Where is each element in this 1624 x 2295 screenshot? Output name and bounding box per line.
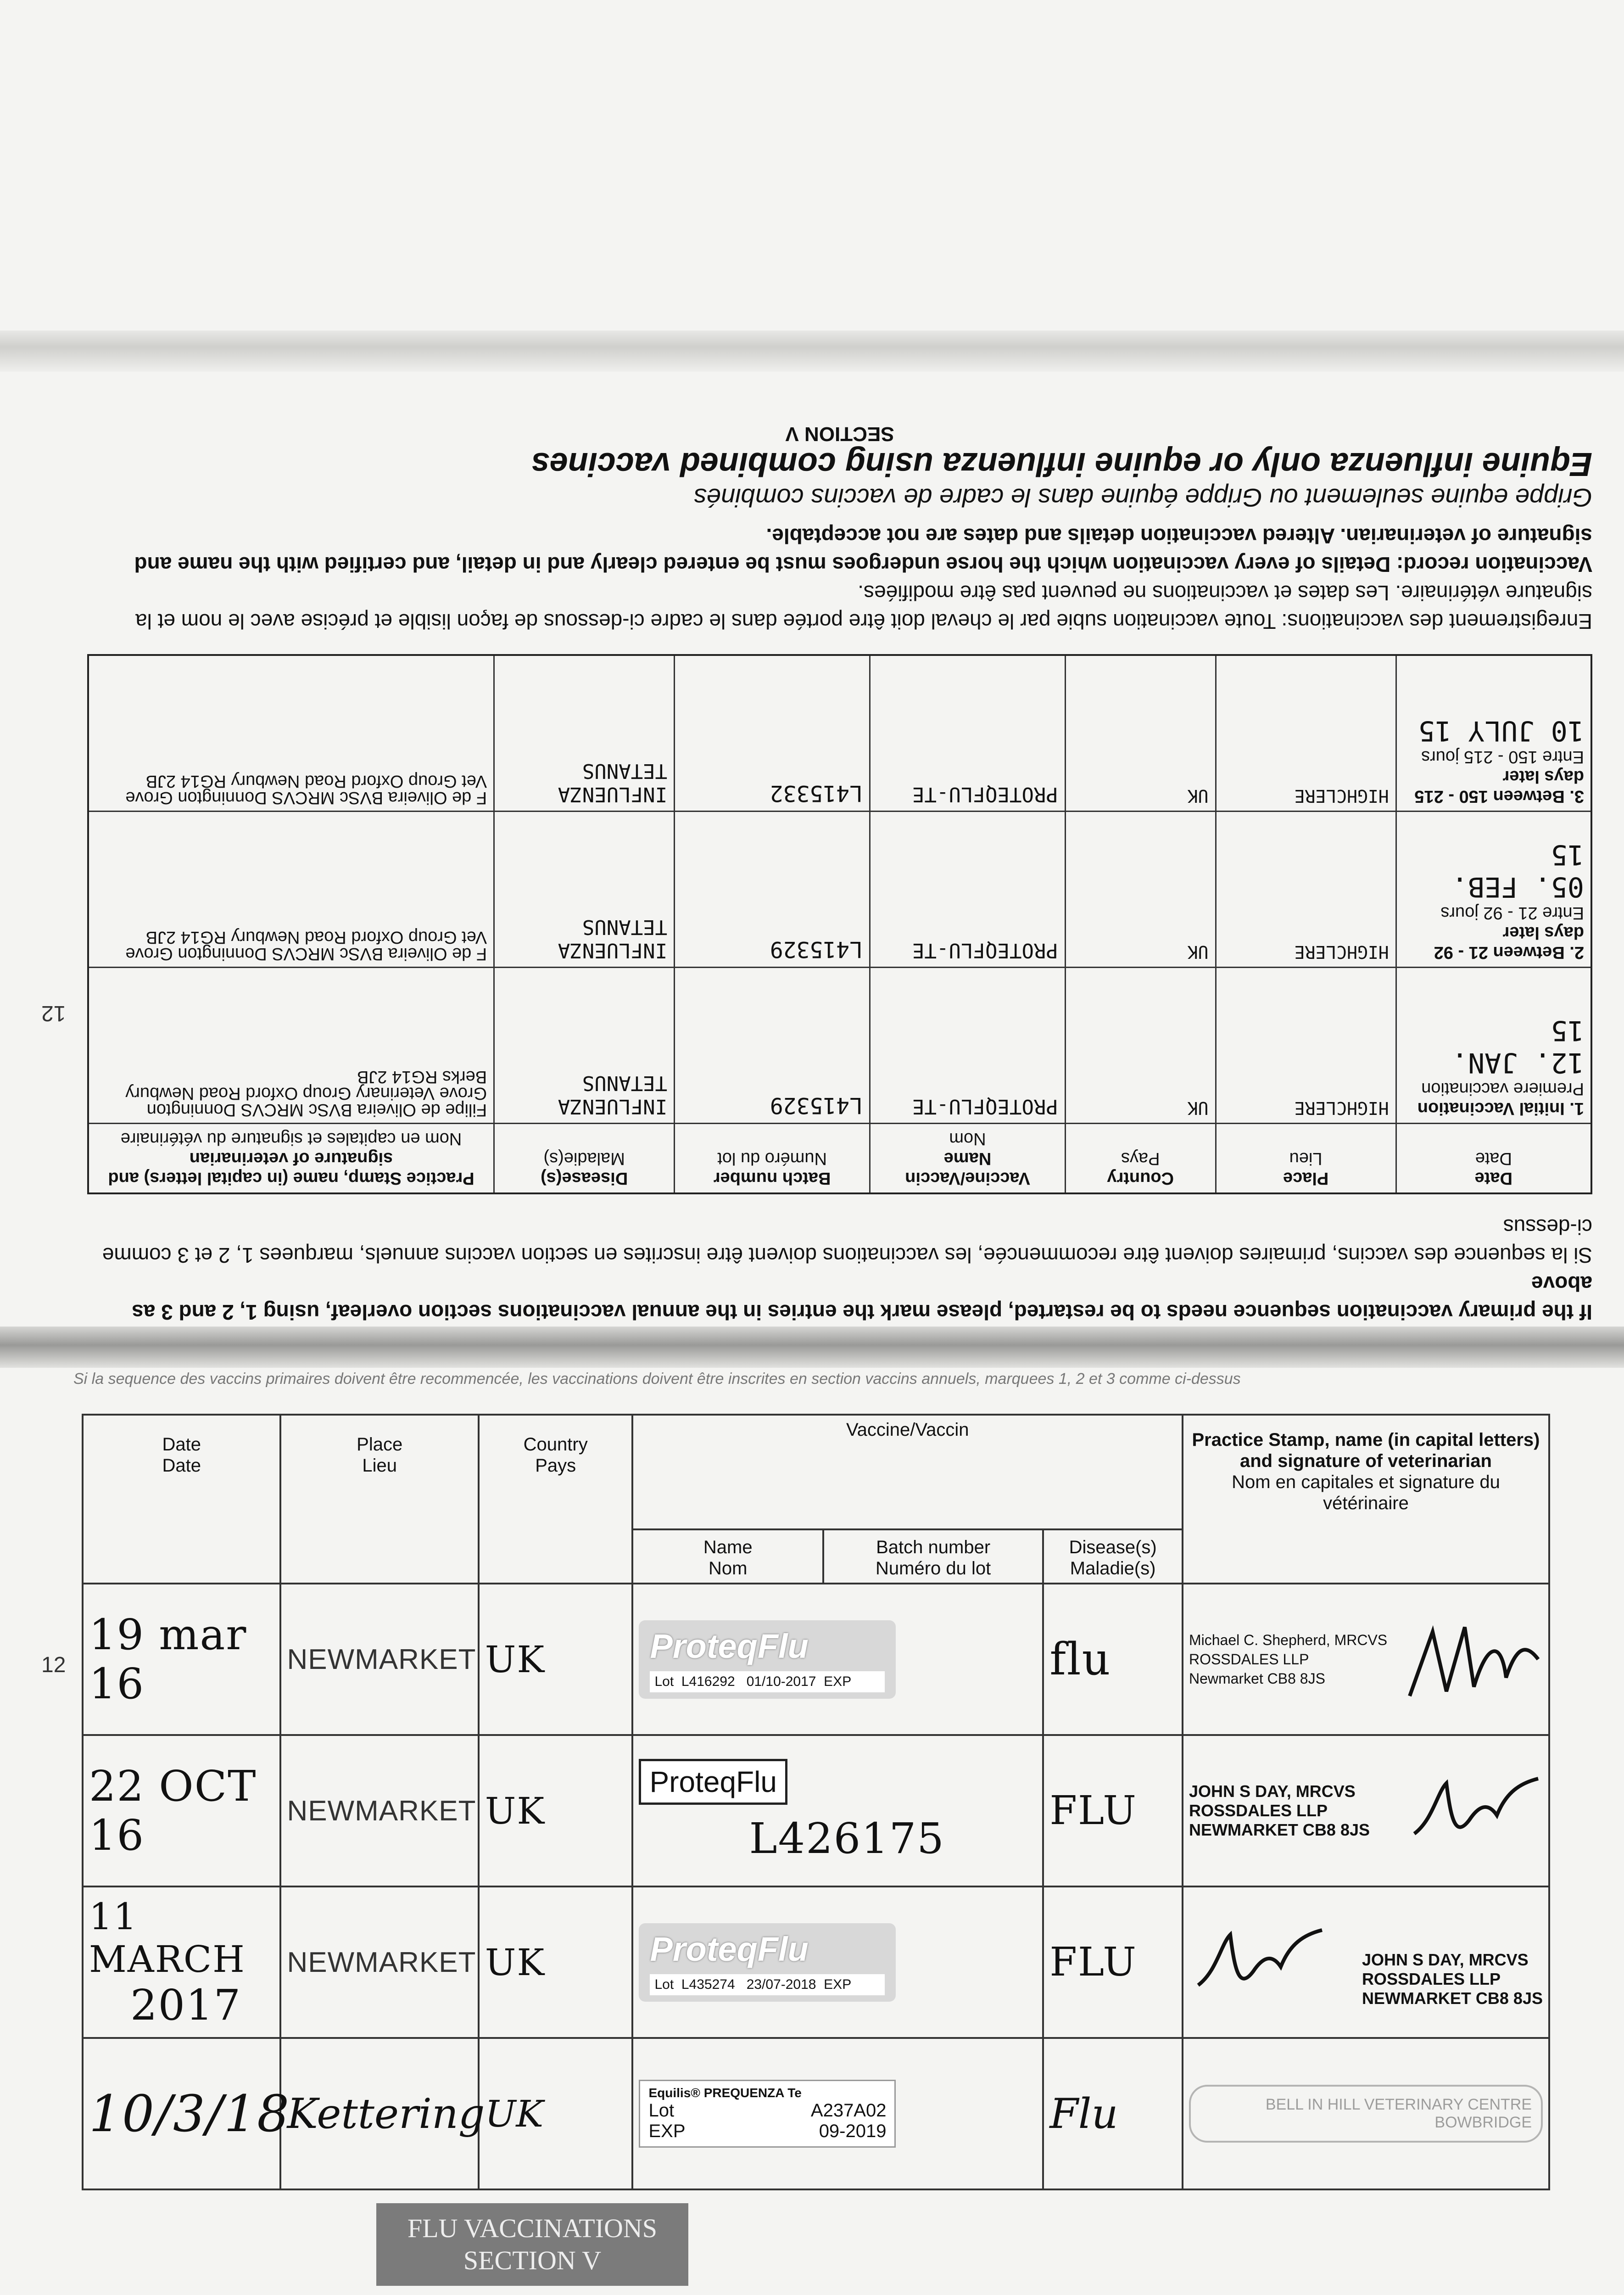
up-vet-stamp: Filipe de Oliveira BVSc MRCVS Donnington Grove Veterinary Group Oxford Road Newbury Berks RG14 2JB: [88, 968, 494, 1124]
up-name-header: Name: [943, 1149, 992, 1168]
vet-signature: [1189, 1916, 1327, 2008]
vet-stamp-cell: [1183, 1886, 1549, 2038]
up-row-label-fr: Premiere vaccination: [1421, 1079, 1584, 1098]
scan-fold-shadow: [0, 1327, 1624, 1368]
vet-address: NEWMARKET CB8 8JS: [1189, 1820, 1370, 1839]
table-header-row: [83, 1415, 1549, 1529]
equilis-name: Equilis® PREQUENZA Te: [648, 2086, 802, 2100]
up-disease: INFLUENZA TETANUS: [494, 655, 675, 812]
up-place-header-fr: Lieu: [1289, 1149, 1323, 1168]
vaccine-label-cell: [632, 2038, 1043, 2189]
sticker-lot: [650, 1671, 885, 1692]
up-row-label-fr: Entre 21 - 92 jours: [1440, 903, 1584, 923]
page-number-upside-down: 12: [41, 1001, 66, 1025]
date-cell: 10/3/18: [83, 2038, 280, 2189]
expiry-label: EXP: [824, 1674, 852, 1689]
country-cell: UK: [479, 1886, 633, 2038]
vaccine-label-cell: [632, 1584, 1043, 1735]
up-disease-header-fr: Maladie(s): [543, 1149, 625, 1168]
expiry-date: 23/07-2018: [746, 1976, 816, 1992]
vet-stamp: [1189, 1630, 1387, 1688]
up-date: 05. FEB. 15: [1451, 839, 1584, 903]
up-stamp-header: Practice Stamp, name (in capital letters) and signature of veterinarian: [108, 1149, 474, 1188]
restart-notice-en: If the primary vaccination sequence needs to be restarted, please mark the entries in the annual vaccinations section overleaf, using 1, 2 and 3 as above: [132, 1272, 1592, 1324]
up-place: HIGHCLERE: [1216, 968, 1396, 1124]
lot-number: L435274: [681, 1976, 735, 1992]
up-date: 12. JAN. 15: [1451, 1014, 1584, 1079]
disease-header: Disease(s): [1069, 1537, 1157, 1557]
primary-vaccination-table: [87, 655, 1592, 1195]
proteqflu-sticker: [639, 1620, 896, 1699]
up-date: 10 JULY 15: [1418, 715, 1584, 747]
date-cell: 22 OCT 16: [83, 1735, 280, 1886]
up-date-header-fr: Date: [1475, 1149, 1512, 1168]
up-row-1: [88, 968, 1591, 1124]
place-cell: NEWMARKET: [280, 1735, 478, 1886]
date-cell: 19 mar 16: [83, 1584, 280, 1735]
date-line-1: 11 MARCH: [89, 1895, 246, 1981]
up-batch: L415329: [675, 968, 870, 1124]
faded-practice-stamp: [1189, 2085, 1543, 2143]
place-header-fr: Lieu: [362, 1455, 397, 1476]
footer-title: FLU VACCINATIONS: [407, 2213, 658, 2243]
up-disease: INFLUENZA TETANUS: [494, 812, 675, 968]
vet-stamp-cell: [1183, 2038, 1549, 2189]
up-country: UK: [1065, 655, 1216, 812]
up-disease: INFLUENZA TETANUS: [494, 968, 675, 1124]
table-row: [83, 1886, 1549, 2038]
vet-signature: [1405, 1613, 1543, 1705]
up-batch-header: Batch number: [713, 1169, 831, 1188]
up-stamp-header-fr: Nom en capitales et signature du vétérinaire: [120, 1129, 462, 1148]
expiry-label: EXP: [824, 1976, 852, 1992]
up-section-label: SECTION V: [785, 423, 894, 446]
page-number: 12: [41, 1653, 66, 1677]
batch-header: Batch number: [876, 1537, 991, 1557]
vet-practice: ROSSDALES LLP: [1362, 1970, 1501, 1988]
up-country-header-fr: Pays: [1121, 1149, 1160, 1168]
table-row: [83, 1735, 1549, 1886]
up-country: UK: [1065, 812, 1216, 968]
country-cell: UK: [479, 1735, 633, 1886]
proteqflu-stamp: ProteqFlu: [639, 1759, 787, 1805]
expiry-label: EXP: [648, 2121, 686, 2141]
vet-stamp-cell: [1183, 1735, 1549, 1886]
up-vet-stamp: F de Oliveira BVSc MRCVS Donnington Grove Vet Group Oxford Road Newbury RG14 2JB: [88, 655, 494, 812]
batch-cell: L426175: [749, 1814, 945, 1863]
record-fr: Enregistrement des vaccinations: Toute vaccination subie par le cheval doit être portée dans le cadre ci-dessous de façon lisible et précise avec le nom et la signature vétérinaire. Les dates et vaccinations ne peuvent pas être modifiées.: [135, 581, 1592, 634]
place-cell: NEWMARKET: [280, 1584, 478, 1735]
up-row-label: 3. Between 150 - 215 days later: [1414, 767, 1584, 806]
vet-address: NEWMARKET CB8 8JS: [1362, 1989, 1543, 2008]
disease-cell: FLU: [1043, 1886, 1183, 2038]
lot-prefix: Lot: [654, 1976, 674, 1992]
country-header: Country: [523, 1434, 588, 1455]
equilis-exp-row: [648, 2121, 886, 2142]
expiry-date: 09-2019: [819, 2121, 887, 2141]
up-row-label-fr: Entre 150 - 215 jours: [1421, 747, 1584, 767]
vet-address: Newmarket CB8 8JS: [1189, 1670, 1325, 1687]
flu-vaccination-table: [82, 1414, 1550, 2143]
footer-section: SECTION V: [463, 2245, 602, 2275]
sticker-brand: ProteqFlu: [650, 1930, 809, 1968]
up-vet-stamp: F de Oliveira BVSc MRCVS Donnington Grove Vet Group Oxford Road Newbury RG14 2JB: [88, 812, 494, 968]
disease-cell: flu: [1043, 1584, 1183, 1735]
up-place: HIGHCLERE: [1216, 812, 1396, 968]
upside-down-vaccination-page: [87, 423, 1592, 1327]
lot-label: Lot: [648, 2100, 675, 2121]
up-name-header-fr: Nom: [949, 1129, 986, 1148]
lot-number: A237A02: [810, 2100, 887, 2121]
vaccine-label-cell: [632, 1735, 1043, 1886]
equilis-sticker: [639, 2080, 896, 2148]
up-place: HIGHCLERE: [1216, 655, 1396, 812]
up-date-header: Date: [1474, 1169, 1512, 1188]
place-header: Place: [357, 1434, 403, 1455]
date-line-2: 2017: [130, 1980, 242, 2030]
stamp-header-fr: Nom en capitales et signature du vétérinaire: [1232, 1472, 1500, 1513]
up-vaccine-name: PROTEQFLU-TE: [870, 655, 1066, 812]
up-vaccine-name: PROTEQFLU-TE: [870, 812, 1066, 968]
name-header-fr: Nom: [708, 1558, 748, 1579]
up-disease-header: Disease(s): [541, 1169, 628, 1188]
up-row-2: [88, 812, 1591, 968]
batch-header-fr: Numéro du lot: [876, 1558, 991, 1579]
vet-signature: [1405, 1765, 1543, 1857]
vet-stamp: [1189, 1782, 1370, 1840]
vet-name: JOHN S DAY, MRCVS: [1362, 1950, 1529, 1969]
up-batch: L415329: [675, 812, 870, 968]
sticker-lot: [650, 1974, 885, 1995]
vet-practice: ROSSDALES LLP: [1189, 1801, 1328, 1820]
name-header: Name: [703, 1537, 753, 1557]
country-cell: UK: [479, 1584, 633, 1735]
up-subtitle: Grippe equine seulement ou Grippe équine dans le cadre de vaccins combinés: [693, 483, 1592, 513]
table-row: [83, 2038, 1549, 2189]
proteqflu-sticker: [639, 1923, 896, 2002]
table-row: [83, 1584, 1549, 1735]
vet-address: BOWBRIDGE: [1434, 2114, 1532, 2131]
up-row-label: 2. Between 21 - 92 days later: [1434, 923, 1584, 962]
disease-cell: Flu: [1043, 2038, 1183, 2189]
date-header: Date: [162, 1434, 201, 1455]
up-batch: L415332: [675, 655, 870, 812]
vaccine-label-cell: [632, 1886, 1043, 2038]
country-cell: UK: [479, 2038, 633, 2189]
up-row-3: [88, 655, 1591, 812]
sticker-brand: ProteqFlu: [650, 1627, 809, 1665]
date-cell: [83, 1886, 280, 2038]
disease-cell: FLU: [1043, 1735, 1183, 1886]
stamp-header: Practice Stamp, name (in capital letters) and signature of veterinarian: [1192, 1430, 1540, 1471]
vet-name: JOHN S DAY, MRCVS: [1189, 1782, 1356, 1801]
disease-header-fr: Maladie(s): [1070, 1558, 1156, 1579]
place-cell: NEWMARKET: [280, 1886, 478, 2038]
up-title: Equine influenza only or equine influenza using combined vaccines: [531, 446, 1592, 483]
restart-notice-fr: Si la sequence des vaccins, primaires doivent être recommencée, les vaccinations doivent être inscrites en section vaccins annuels, marquees 1, 2 et 3 comme ci-dessus: [102, 1215, 1592, 1267]
up-vaccine-header: Vaccine/Vaccin: [905, 1169, 1030, 1188]
equilis-lot-row: [648, 2100, 886, 2121]
expiry-date: 01/10-2017: [746, 1674, 816, 1689]
place-cell: Kettering: [280, 2038, 478, 2189]
lot-prefix: Lot: [654, 1674, 674, 1689]
up-vaccine-name: PROTEQFLU-TE: [870, 968, 1066, 1124]
date-header-fr: Date: [162, 1455, 201, 1476]
up-batch-header-fr: Numéro du lot: [717, 1149, 827, 1168]
bleed-through-text: Si la sequence des vaccins primaires doivent être recommencée, les vaccinations doivent être inscrites en section vaccins annuels, marquees 1, 2 et 3 comme ci-dessus: [73, 1370, 1241, 1388]
up-row-label: 1. Initial Vaccination: [1417, 1099, 1584, 1118]
scan-edge-top: [0, 330, 1624, 372]
country-header-fr: Pays: [535, 1455, 576, 1476]
up-country-header: Country: [1107, 1169, 1174, 1188]
vet-stamp-cell: [1183, 1584, 1549, 1735]
vaccine-header: Vaccine/Vaccin: [632, 1415, 1182, 1529]
vet-practice: ROSSDALES LLP: [1189, 1651, 1309, 1668]
section-footer: [376, 2203, 688, 2286]
up-place-header: Place: [1283, 1169, 1329, 1188]
up-country: UK: [1065, 968, 1216, 1124]
lot-number: L416292: [681, 1674, 735, 1689]
record-en: Vaccination record: Details of every vaccination which the horse undergoes must be entered clearly and in detail, and certified with the name and signature of veterinarian. Altered vaccination details and dates are not acceptable.: [134, 524, 1592, 577]
vet-practice: BELL IN HILL VETERINARY CENTRE: [1265, 2096, 1532, 2113]
vet-stamp: [1362, 1950, 1543, 2008]
vet-name: Michael C. Shepherd, MRCVS: [1189, 1632, 1388, 1648]
